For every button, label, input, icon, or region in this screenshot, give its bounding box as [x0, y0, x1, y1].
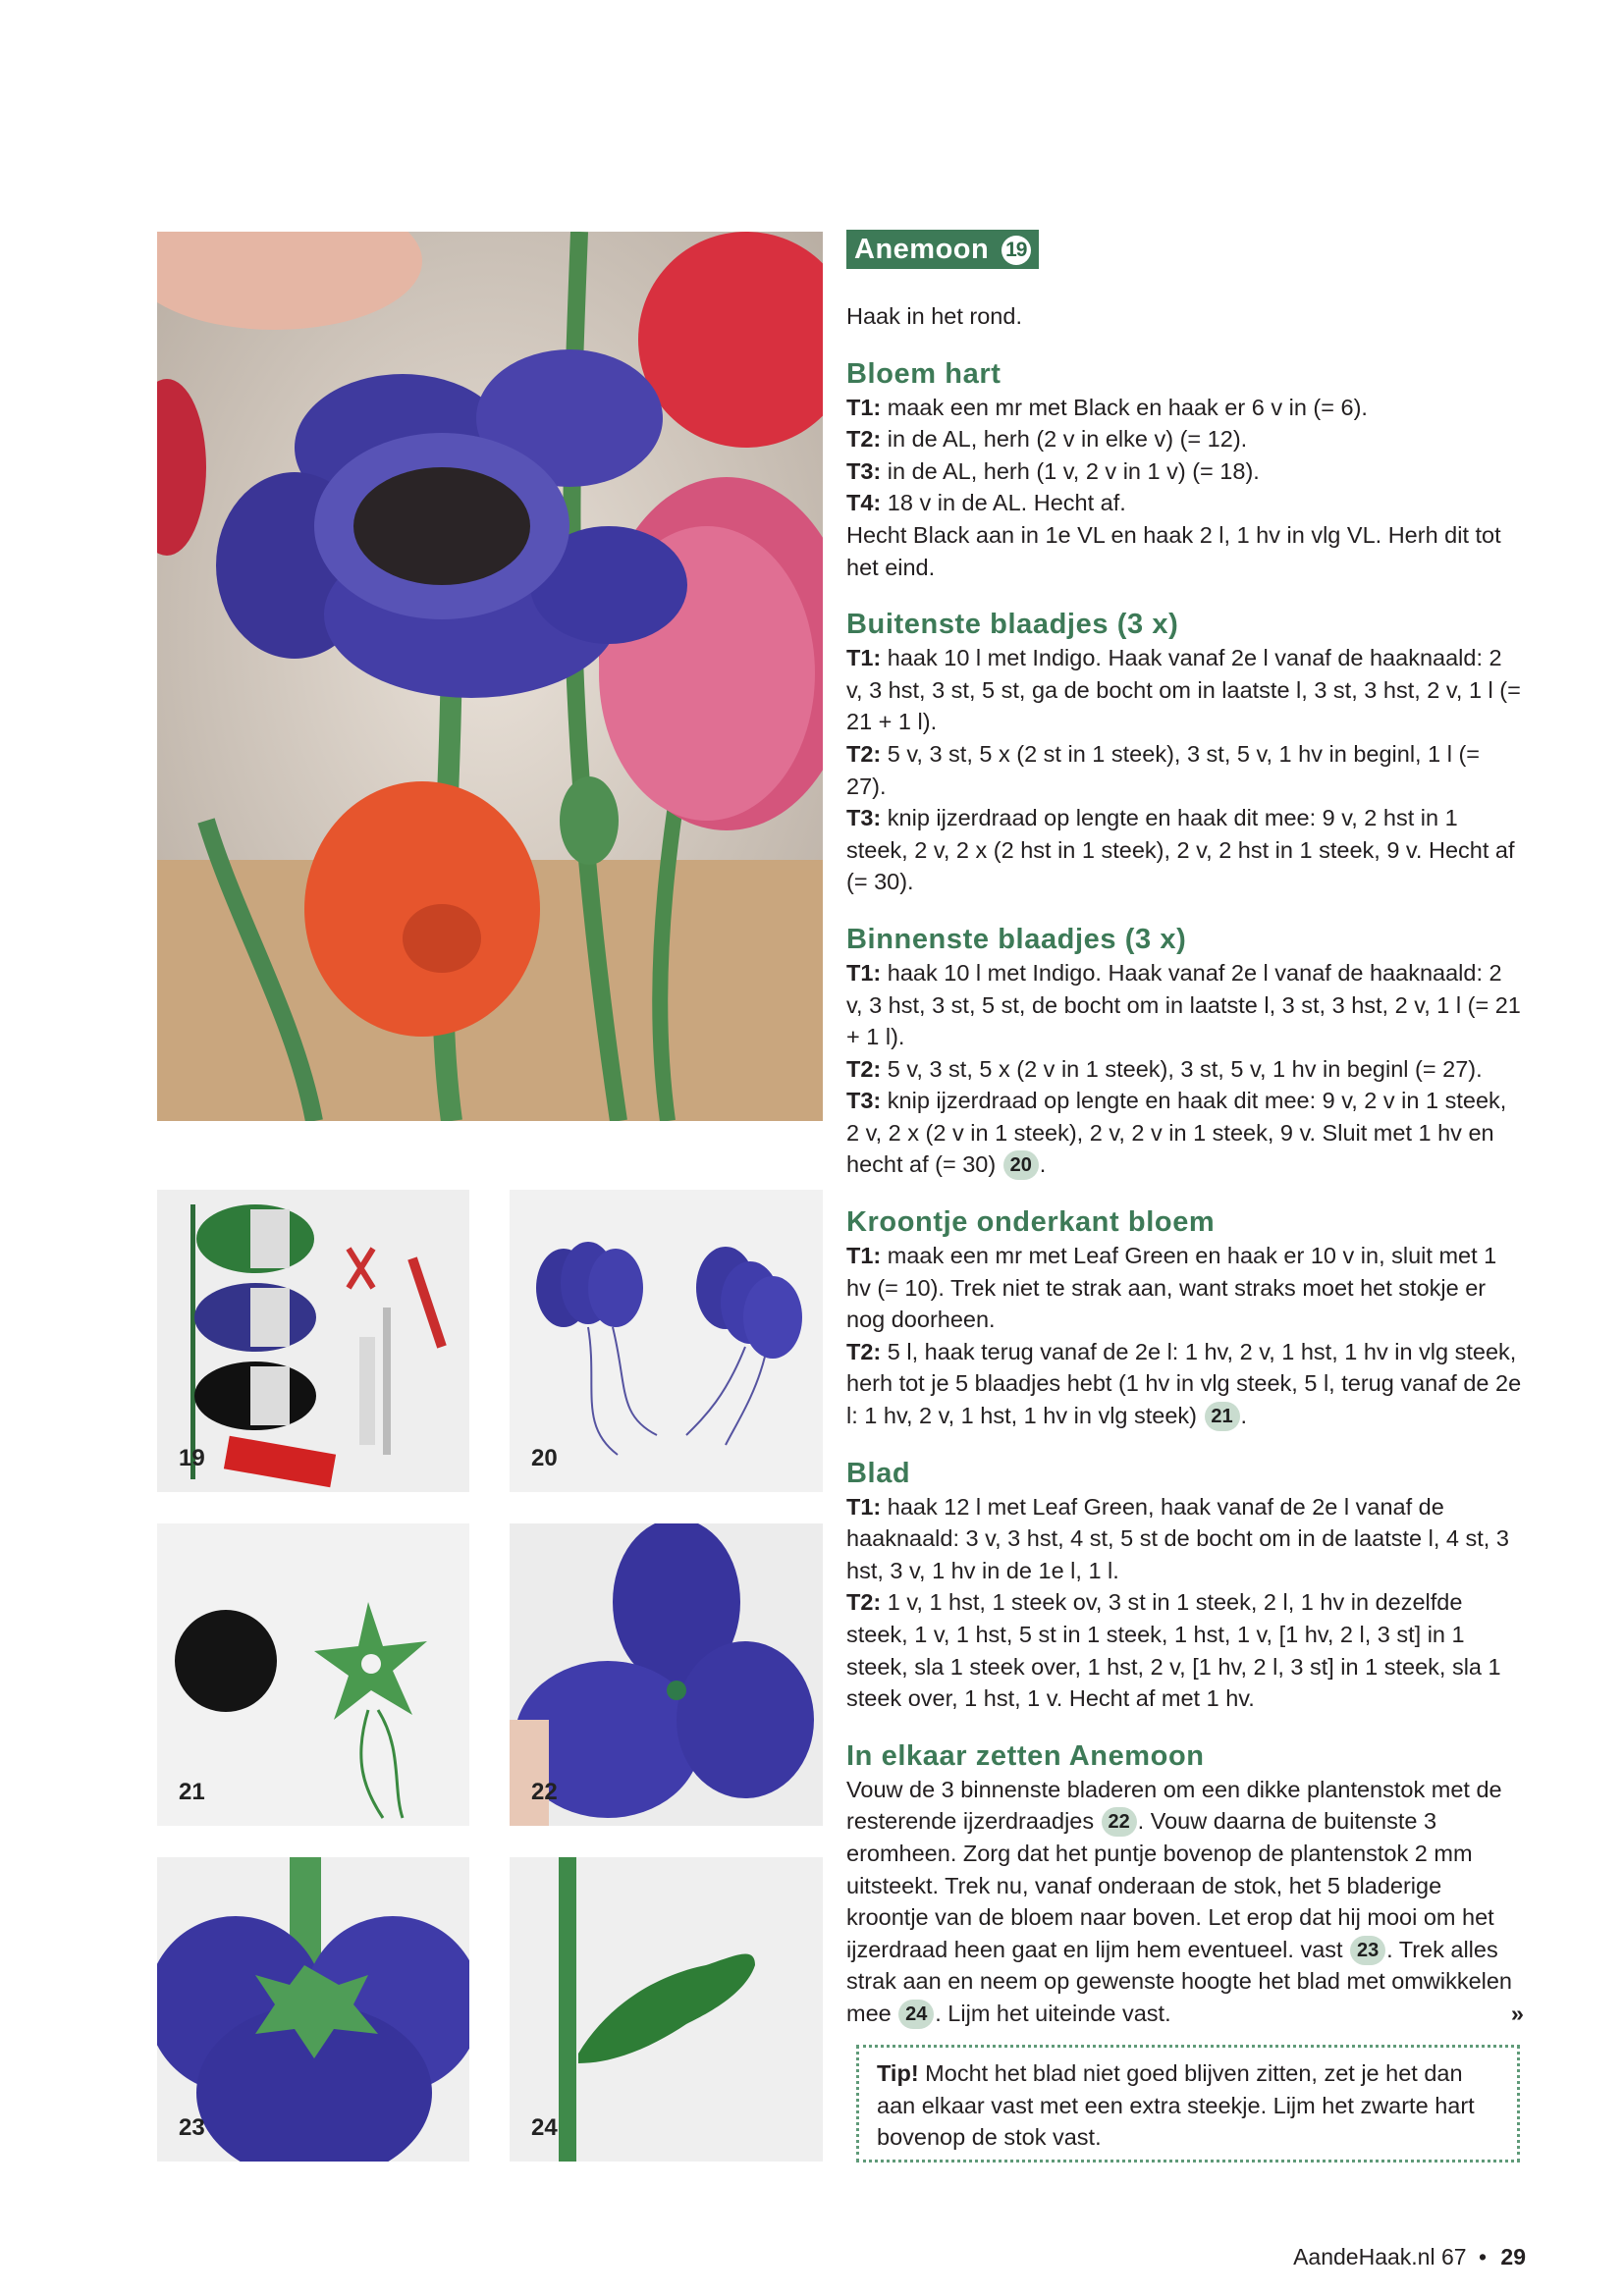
step-ref-badge-22: 22: [1102, 1807, 1137, 1837]
bloem-hart-row-t3: T3: in de AL, herh (1 v, 2 v in 1 v) (= 18).: [846, 457, 1260, 484]
assembly-paragraph: Vouw de 3 binnenste bladeren om een dikke plantenstok met de resterende ijzerdraadjes 22 . Vouw daarna de buitenste 3 eromheen. Zorg dat het puntje bovenop de plantenstok 2 mm uitsteekt. Trek nu, vanaf onderaan de stok, het 5 bladerige kroontje van de bloem naar boven. Let erop dat hij mooi om het ijzerdraad heen gaat en lijm hem eventueel. vast 23 . Trek alles strak aan en neem op gewenste hoogte het blad met omwikkelen mee 24 . Lijm het uiteinde vast. »: [846, 1774, 1524, 2030]
heading-binnenste-blaadjes: Binnenste blaadjes (3 x): [846, 923, 1187, 955]
binnenste-row-t3: T3: knip ijzerdraad op lengte en haak dit mee: 9 v, 2 v in 1 steek, 2 v, 2 x (2 v in 1 steek), 2 v, 2 v in 1 steek, 9 v. Sluit met 1 hv en hecht af (= 30) 20 .: [846, 1085, 1524, 1181]
step-number-23: 23: [179, 2114, 205, 2141]
pattern-title-text: Anemoon: [854, 234, 990, 265]
footer-page-number: 29: [1500, 2244, 1526, 2269]
step-number-22: 22: [531, 1779, 558, 1805]
kroontje-row-t1: T1: maak een mr met Leaf Green en haak er 10 v in, sluit met 1 hv (= 10). Trek niet te strak aan, want straks moet het stokje er nog doorheen.: [846, 1243, 1497, 1333]
main-photo-anemone-bouquet: [157, 232, 823, 1121]
binnenste-row-t1: T1: haak 10 l met Indigo. Haak vanaf 2e l vanaf de haaknaald: 2 v, 3 hst, 3 st, 5 st, de bocht om in laatste l, 3 st, 3 hst, 2 v, 1 l (= 21 + 1 l).: [846, 959, 1521, 1050]
bloem-hart-extra: Hecht Black aan in 1e VL en haak 2 l, 1 hv in vlg VL. Herh dit tot het eind.: [846, 521, 1501, 580]
blad-row-t1: T1: haak 12 l met Leaf Green, haak vanaf de 2e l vanaf de haaknaald: 3 v, 3 hst, 4 st, 5 st de bocht om in de laatste l, 4 st, 3 hst, 3 v, 1 hv in de 1e l, 1 l.: [846, 1493, 1509, 1583]
heading-blad: Blad: [846, 1457, 911, 1489]
step-photo-20-petals: [510, 1190, 823, 1492]
buitenste-row-t3: T3: knip ijzerdraad op lengte en haak dit mee: 9 v, 2 hst in 1 steek, 2 v, 2 x (2 hst in 1 steek), 2 v, 2 hst in 1 steek, 9 v. Hecht af (= 30).: [846, 805, 1515, 895]
step-number-24: 24: [531, 2114, 558, 2141]
blad-row-t2: T2: 1 v, 1 hst, 1 steek ov, 3 st in 1 steek, 2 l, 1 hv in dezelfde steek, 1 v, 1 hst, 5 st in 1 steek, 1 hst, 1 v, [1 hv, 2 l, 3 st] in 1 steek, sla 1 steek over, 1 hst, 2 v, [1 hv, 2 l, 3 st] in 1 steek, sla 1 steek over, 1 hst, 1 v. Hecht af met 1 hv.: [846, 1589, 1501, 1712]
pattern-title: [846, 230, 1524, 269]
step-photo-24-leaf-on-stem: [510, 1857, 823, 2162]
step-ref-badge-23: 23: [1350, 1936, 1385, 1965]
heading-in-elkaar-zetten: In elkaar zetten Anemoon: [846, 1739, 1205, 1772]
heading-buitenste-blaadjes: Buitenste blaadjes (3 x): [846, 609, 1179, 641]
step-number-20: 20: [531, 1445, 558, 1471]
buitenste-row-t1: T1: haak 10 l met Indigo. Haak vanaf 2e l vanaf de haaknaald: 2 v, 3 hst, 3 st, 5 st, ga de bocht om in laatste l, 3 st, 3 hst, 2 v, 1 l (= 21 + 1 l).: [846, 645, 1521, 735]
step-photo-21-heart-and-crown: [157, 1523, 469, 1826]
bloem-hart-row-t1: T1: maak een mr met Black en haak er 6 v in (= 6).: [846, 394, 1368, 420]
pattern-title-box: [846, 230, 1039, 269]
tip-label: Tip!: [877, 2060, 919, 2086]
pattern-title-badge: 19: [1001, 236, 1031, 265]
bloem-hart-row-t4: T4: 18 v in de AL. Hecht af.: [846, 490, 1126, 516]
kroontje-row-t2: T2: 5 l, haak terug vanaf de 2e l: 1 hv, 2 v, 1 hst, 1 hv in vlg steek, herh tot je 5 blaadjes hebt (1 hv in vlg steek, 5 l, terug vanaf de 2e l: 1 hv, 2 v, 1 hst, 1 hv in vlg steek) 21 .: [846, 1336, 1524, 1432]
binnenste-row-t2: T2: 5 v, 3 st, 5 x (2 v in 1 steek), 3 st, 5 v, 1 hv in beginl (= 27).: [846, 1055, 1483, 1082]
step-photo-23-crown-under-flower: [157, 1857, 469, 2162]
tip-text: Mocht het blad niet goed blijven zitten, zet je het dan aan elkaar vast met een extra steekje. Lijm het zwarte hart bovenop de stok vast.: [877, 2060, 1475, 2151]
step-ref-badge-24: 24: [898, 2000, 934, 2029]
step-photo-19-materials: [157, 1190, 469, 1492]
step-ref-badge-20: 20: [1003, 1150, 1039, 1180]
footer-bullet: •: [1478, 2244, 1488, 2269]
footer-site: AandeHaak.nl 67: [1293, 2244, 1467, 2269]
buitenste-row-t2: T2: 5 v, 3 st, 5 x (2 st in 1 steek), 3 st, 5 v, 1 hv in beginl, 1 l (= 27).: [846, 740, 1480, 799]
tip-box: [856, 2045, 1520, 2163]
pattern-text-column: [846, 230, 1524, 2030]
step-photo-22-folded-petals: [510, 1523, 823, 1826]
step-number-19: 19: [179, 1445, 205, 1471]
page-footer: [1293, 2244, 1526, 2270]
heading-kroontje-onderkant: Kroontje onderkant bloem: [846, 1206, 1216, 1239]
bloem-hart-row-t2: T2: in de AL, herh (2 v in elke v) (= 12).: [846, 426, 1248, 453]
heading-bloem-hart: Bloem hart: [846, 357, 1001, 390]
continue-arrow-icon: »: [1510, 2000, 1524, 2026]
pattern-intro: Haak in het rond.: [846, 303, 1022, 329]
step-ref-badge-21: 21: [1205, 1402, 1240, 1431]
step-number-21: 21: [179, 1779, 205, 1805]
